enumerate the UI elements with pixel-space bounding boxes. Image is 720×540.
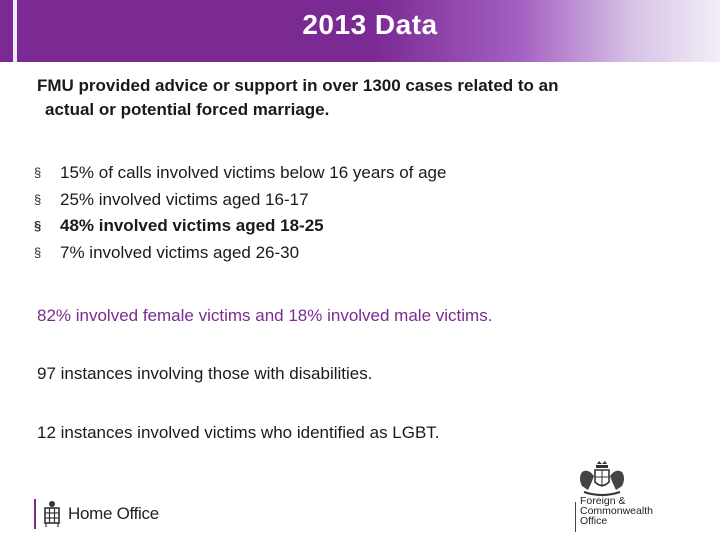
home-office-logo (34, 497, 159, 531)
logo-divider (34, 499, 36, 529)
disabilities-statistic: 97 instances involving those with disabilities. (37, 364, 373, 383)
fco-line-1: Foreign & (580, 495, 626, 507)
intro-text (37, 74, 687, 122)
logo-divider (575, 502, 576, 532)
bullet-marker: § (34, 244, 42, 260)
royal-coat-of-arms-icon (570, 460, 634, 498)
title-banner (0, 0, 720, 62)
age-statistics-list (34, 160, 446, 266)
bullet-marker: § (34, 165, 42, 180)
home-office-label: Home Office (68, 504, 159, 523)
gender-statistic: 82% involved female victims and 18% involved male victims. (37, 306, 493, 325)
fco-logo (568, 460, 688, 534)
portcullis-crest-icon (42, 500, 62, 528)
list-item-text: 15% of calls involved victims below 16 years of age (60, 163, 447, 182)
fco-line-3: Office (580, 515, 608, 527)
list-item (34, 160, 446, 187)
intro-line-1: FMU provided advice or support in over 1300 cases related to an (37, 76, 559, 95)
list-item-text: 25% involved victims aged 16-17 (60, 189, 309, 209)
list-item-text: 48% involved victims aged 18-25 (60, 216, 324, 235)
list-item (34, 240, 446, 267)
slide-title: 2013 Data (302, 9, 438, 40)
lgbt-statistic: 12 instances involved victims who identified as LGBT. (37, 423, 440, 442)
list-item (34, 187, 446, 214)
fco-label (580, 496, 653, 526)
bullet-marker: § (34, 218, 42, 233)
intro-line-2: actual or potential forced marriage. (45, 100, 330, 119)
bullet-marker: § (34, 191, 42, 207)
list-item (34, 213, 446, 240)
list-item-text: 7% involved victims aged 26-30 (60, 242, 300, 262)
fco-line-2: Commonwealth (580, 505, 653, 517)
